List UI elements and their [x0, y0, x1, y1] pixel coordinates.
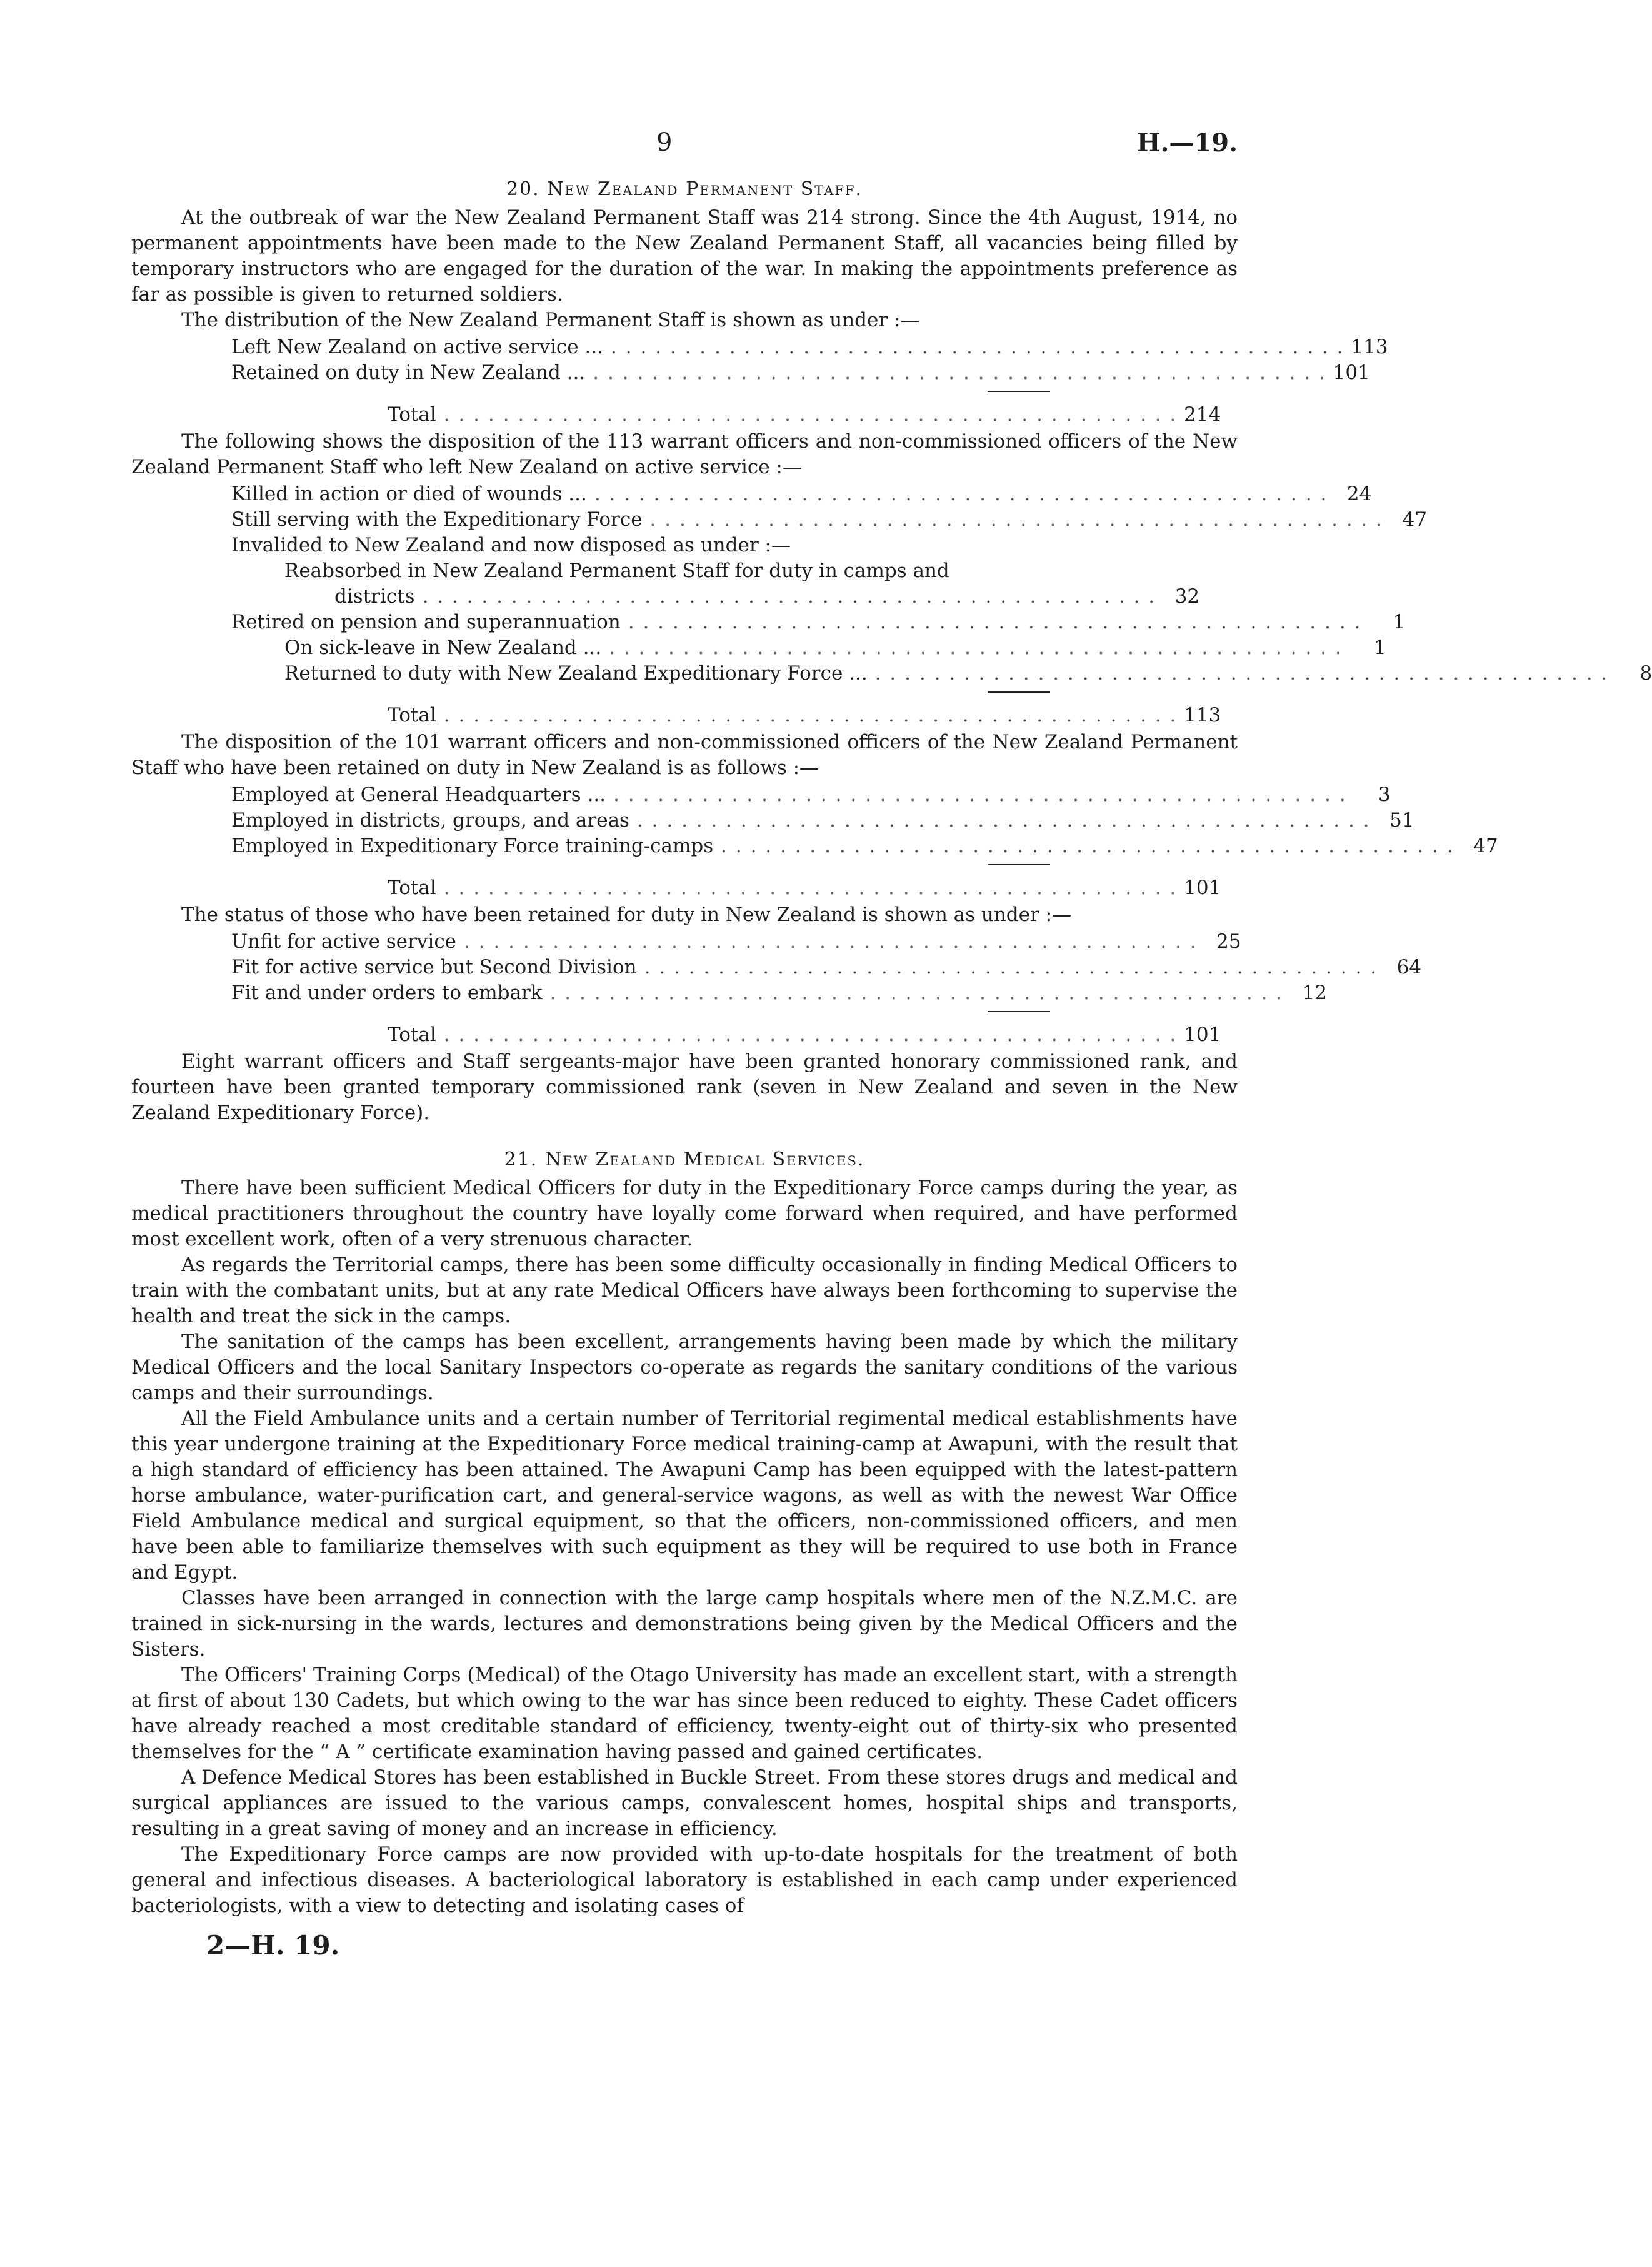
table-row: On sick-leave in New Zealand ... . . . . . . . . . . . . . . . . . . . . . . . . . . . . . . . . . . . . . . . . . . . . . . . . . . 1 [284, 636, 1386, 659]
paragraph: There have been sufficient Medical Officers for duty in the Expeditionary Force camps during the year, as medical practitioners throughout the country have loyally come forward when required, and have performed most excellent work, often of a very strenuous character. [131, 1177, 1238, 1250]
section-20-number: 20. [506, 178, 540, 200]
section-21-heading [131, 1149, 1238, 1170]
table-row: Fit for active service but Second Division . . . . . . . . . . . . . . . . . . . . . . . . . . . . . . . . . . . . . . . . . . . . . . . . . . 64 [231, 956, 1422, 978]
table-row: Killed in action or died of wounds ... . . . . . . . . . . . . . . . . . . . . . . . . . . . . . . . . . . . . . . . . . . . . . . . . . . 24 [231, 483, 1372, 505]
paragraph: All the Field Ambulance units and a certain number of Territorial regimental medical establishments have this year undergone training at the Expeditionary Force medical training-camp at Awapuni, with the result that a high standard of efficiency has been attained. The Awapuni Camp has been equipped with the latest-pattern horse ambulance, water-purification cart, and general-service wagons, as well as with the newest War Office Field Ambulance medical and surgical equipment, so that the officers, non-commissioned officers, and men have been able to familiarize themselves with such equipment as they will be required to use both in France and Egypt. [131, 1407, 1238, 1584]
paragraph: The sanitation of the camps has been excellent, arrangements having been made by which the military Medical Officers and the local Sanitary Inspectors co-operate as regards the sanitary conditions of the various camps and their surroundings. [131, 1330, 1238, 1404]
paragraph: The Expeditionary Force camps are now provided with up-to-date hospitals for the treatment of both general and infectious diseases. A bacteriological laboratory is established in each camp under experienced bacteriologists, with a view to detecting and isolating cases of [131, 1843, 1238, 1917]
section-21-number: 21. [504, 1149, 538, 1170]
table-row: Fit and under orders to embark . . . . . . . . . . . . . . . . . . . . . . . . . . . . . . . . . . . . . . . . . . . . . . . . . . 12 [231, 982, 1328, 1004]
distribution-intro: The distribution of the New Zealand Permanent Staff is shown as under :— [181, 309, 920, 331]
document-reference: H.—19. [1136, 128, 1238, 158]
document-page [131, 128, 1652, 1961]
status-intro: The status of those who have been retained for duty in New Zealand is shown as under :— [181, 903, 1072, 926]
distribution-table [131, 334, 1388, 428]
section-20-heading [131, 178, 1238, 200]
total-row: Total . . . . . . . . . . . . . . . . . . . . . . . . . . . . . . . . . . . . . . . . . . . . . . . . . . 101 [388, 1023, 1221, 1046]
disposition-113-table [131, 481, 1652, 728]
table-row: Employed in Expeditionary Force training-camps . . . . . . . . . . . . . . . . . . . . . . . . . . . . . . . . . . . . . . . . . . . . . . . . . . 47 [231, 835, 1498, 857]
paragraph: Classes have been arranged in connection with the large camp hospitals where men of the N.Z.M.C. are trained in sick-nursing in the wards, lectures and demonstrations being given by the Medical Officers and the Sisters. [131, 1587, 1238, 1661]
section-20-intro: At the outbreak of war the New Zealand Permanent Staff was 214 strong. Since the 4th August, 1914, no permanent appointments have been made to the New Zealand Permanent Staff, all vacancies being filled by temporary instructors who are engaged for the duration of the war. In making the appointments preference as far as possible is given to returned soldiers. [131, 206, 1238, 306]
total-row: Total . . . . . . . . . . . . . . . . . . . . . . . . . . . . . . . . . . . . . . . . . . . . . . . . . . 214 [388, 403, 1221, 426]
disposition-101-intro: The disposition of the 101 warrant officers and non-commissioned officers of the New Zealand Permanent Staff who have been retained on duty in New Zealand is as follows :— [131, 731, 1238, 779]
signature-mark: 2—H. 19. [206, 1930, 340, 1961]
paragraph: The Officers' Training Corps (Medical) of the Otago University has made an excellent start, with a strength at first of about 130 Cadets, but which owing to the war has since been reduced to eighty. These Cadet officers have already reached a most creditable standard of efficiency, twenty-eight out of thirty-six who presented themselves for the “ A ” certificate examination having passed and gained certificates. [131, 1664, 1238, 1763]
total-rule [988, 691, 1050, 693]
paragraph: A Defence Medical Stores has been established in Buckle Street. From these stores drugs and medical and surgical appliances are issued to the various camps, convalescent homes, hospital ships and transports, resulting in a great saving of money and an increase in efficiency. [131, 1766, 1238, 1840]
table-row: Unfit for active service . . . . . . . . . . . . . . . . . . . . . . . . . . . . . . . . . . . . . . . . . . . . . . . . . . 25 [231, 930, 1241, 953]
table-row: Still serving with the Expeditionary Force . . . . . . . . . . . . . . . . . . . . . . . . . . . . . . . . . . . . . . . . . . . . . . . . . . 47 [231, 508, 1428, 531]
table-row: Employed at General Headquarters ... . . . . . . . . . . . . . . . . . . . . . . . . . . . . . . . . . . . . . . . . . . . . . . . . . . 3 [231, 783, 1391, 806]
table-row: Left New Zealand on active service ... . . . . . . . . . . . . . . . . . . . . . . . . . . . . . . . . . . . . . . . . . . . . . . . . . . 113 [231, 336, 1388, 358]
table-row: Reabsorbed in New Zealand Permanent Staff for duty in camps and [284, 560, 949, 582]
section-21-title: New Zealand Medical Services. [544, 1149, 865, 1170]
disposition-101-table [131, 782, 1498, 901]
total-rule [988, 391, 1050, 392]
total-row: Total . . . . . . . . . . . . . . . . . . . . . . . . . . . . . . . . . . . . . . . . . . . . . . . . . . 113 [388, 704, 1221, 726]
page-header [131, 128, 1238, 172]
total-row: Total . . . . . . . . . . . . . . . . . . . . . . . . . . . . . . . . . . . . . . . . . . . . . . . . . . 101 [388, 877, 1221, 899]
total-rule [988, 1011, 1050, 1012]
table-row: Invalided to New Zealand and now disposed as under :— [231, 534, 791, 556]
status-table [131, 929, 1422, 1048]
disposition-113-intro: The following shows the disposition of the 113 warrant officers and non-commissioned officers of the New Zealand Permanent Staff who left New Zealand on active service :— [131, 430, 1238, 478]
section-20-closing: Eight warrant officers and Staff sergeants-major have been granted honorary commissioned rank, and fourteen have been granted temporary commissioned rank (seven in New Zealand and seven in the New Zealand Expeditionary Force). [131, 1050, 1238, 1124]
table-row: districts . . . . . . . . . . . . . . . . . . . . . . . . . . . . . . . . . . . . . . . . . . . . . . . . . . 32 [334, 585, 1200, 608]
paragraph: As regards the Territorial camps, there has been some difficulty occasionally in finding Medical Officers to train with the combatant units, but at any rate Medical Officers have always been forthcoming to supervise the health and treat the sick in the camps. [131, 1254, 1238, 1327]
page-number: 9 [656, 128, 673, 157]
section-20-title: New Zealand Permanent Staff. [547, 178, 863, 200]
table-row: Retired on pension and superannuation . . . . . . . . . . . . . . . . . . . . . . . . . . . . . . . . . . . . . . . . . . . . . . . . . . 1 [231, 611, 1406, 633]
table-row: Employed in districts, groups, and areas . . . . . . . . . . . . . . . . . . . . . . . . . . . . . . . . . . . . . . . . . . . . . . . . . . 51 [231, 809, 1414, 832]
table-row: Retained on duty in New Zealand ... . . . . . . . . . . . . . . . . . . . . . . . . . . . . . . . . . . . . . . . . . . . . . . . . . . 101 [231, 361, 1370, 384]
table-row: Returned to duty with New Zealand Expeditionary Force ... . . . . . . . . . . . . . . . . . . . . . . . . . . . . . . . . . . . . . . . . . . . . . . . . . . 8 [284, 662, 1652, 685]
total-rule [988, 864, 1050, 865]
